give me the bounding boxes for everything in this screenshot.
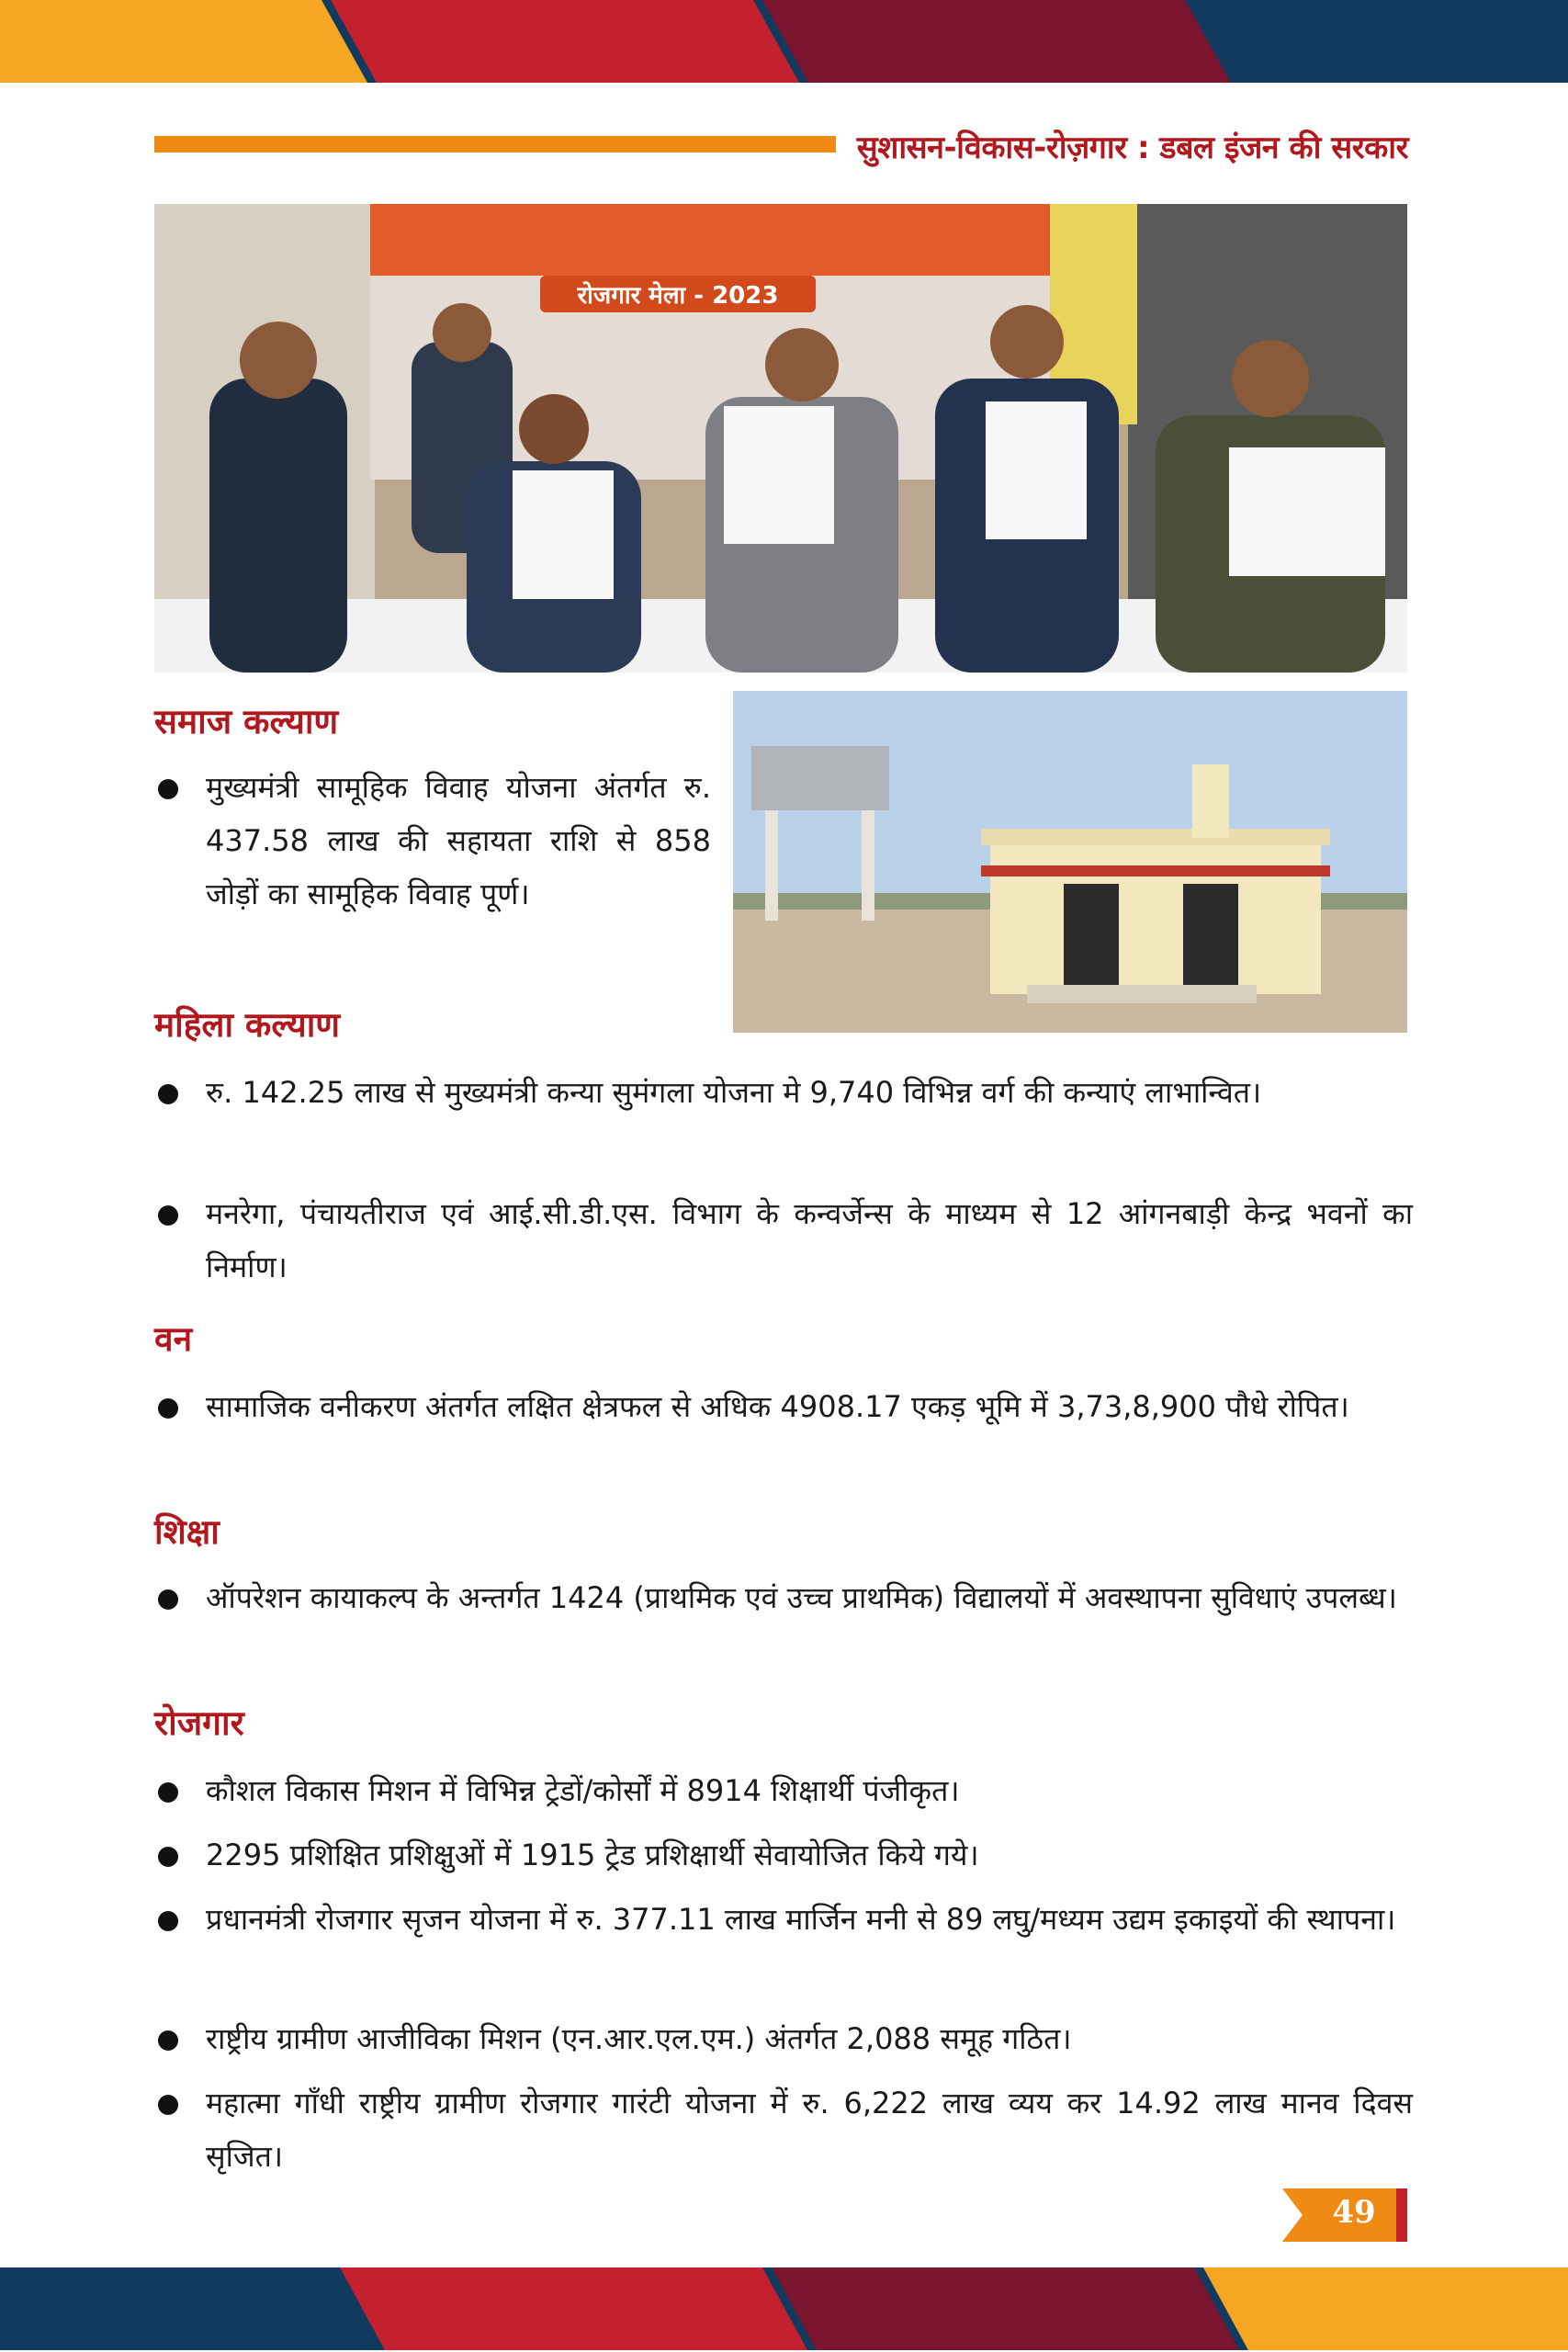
job-fair-photo xyxy=(154,204,1407,673)
list-item: रु. 142.25 लाख से मुख्यमंत्री कन्या सुमंगला योजना मे 9,740 विभिन्न वर्ग की कन्याएं लाभान्वित। xyxy=(154,1066,1413,1119)
bullet-icon xyxy=(158,2095,178,2115)
bullet-icon xyxy=(158,1205,178,1226)
building-photo xyxy=(733,691,1407,1033)
bullet-icon xyxy=(158,1398,178,1419)
bullet-icon xyxy=(158,1847,178,1867)
section-heading-samaj-kalyan: समाज कल्याण xyxy=(154,702,339,741)
bullet-icon xyxy=(158,1589,178,1610)
list-item: ऑपरेशन कायाकल्प के अन्तर्गत 1424 (प्राथमिक एवं उच्च प्राथमिक) विद्यालयों में अवस्थापना सुविधाएं उपलब्ध। xyxy=(154,1571,1413,1624)
section-heading-shiksha: शिक्षा xyxy=(154,1512,220,1552)
list-item: 2295 प्रशिक्षित प्रशिक्षुओं में 1915 ट्रेड प्रशिक्षार्थी सेवायोजित किये गये। xyxy=(154,1828,1413,1882)
page-header-title: सुशासन-विकास-रोज़गार : डबल इंजन की सरकार xyxy=(856,130,1408,166)
list-item: मुख्यमंत्री सामूहिक विवाह योजना अंतर्गत रु. 437.58 लाख की सहायता राशि से 858 जोड़ों का सामूहिक विवाह पूर्ण। xyxy=(154,761,711,921)
page-number: 49 xyxy=(1332,2194,1376,2231)
list-item: मनरेगा, पंचायतीराज एवं आई.सी.डी.एस. विभाग के कन्वर्जेन्स के माध्यम से 12 आंगनबाड़ी केन्द्र भवनों का निर्माण। xyxy=(154,1187,1413,1294)
header-rule xyxy=(154,136,836,153)
bullet-icon xyxy=(158,1911,178,1931)
list-item: महात्मा गाँधी राष्ट्रीय ग्रामीण रोजगार गारंटी योजना में रु. 6,222 लाख व्यय कर 14.92 लाख मानव दिवस सृजित। xyxy=(154,2076,1413,2183)
top-decorative-band xyxy=(0,0,1568,83)
bullet-icon xyxy=(158,779,178,799)
section-heading-mahila-kalyan: महिला कल्याण xyxy=(154,1005,341,1045)
section-heading-rozgar: रोजगार xyxy=(154,1703,244,1743)
banner-text: रोजगार मेला - 2023 xyxy=(577,282,779,310)
bullet-icon xyxy=(158,2030,178,2051)
list-item: सामाजिक वनीकरण अंतर्गत लक्षित क्षेत्रफल से अधिक 4908.17 एकड़ भूमि में 3,73,8,900 पौधे रोपित। xyxy=(154,1380,1413,1433)
bullet-icon xyxy=(158,1084,178,1104)
bottom-decorative-band xyxy=(0,2267,1568,2350)
list-item: कौशल विकास मिशन में विभिन्न ट्रेडों/कोर्सों में 8914 शिक्षार्थी पंजीकृत। xyxy=(154,1764,1413,1817)
list-item: प्रधानमंत्री रोजगार सृजन योजना में रु. 377.11 लाख मार्जिन मनी से 89 लघु/मध्यम उद्यम इकाइयों की स्थापना। xyxy=(154,1893,1413,1946)
list-item: राष्ट्रीय ग्रामीण आजीविका मिशन (एन.आर.एल.एम.) अंतर्गत 2,088 समूह गठित। xyxy=(154,2012,1413,2065)
bullet-icon xyxy=(158,1782,178,1803)
section-heading-van: वन xyxy=(154,1319,193,1359)
